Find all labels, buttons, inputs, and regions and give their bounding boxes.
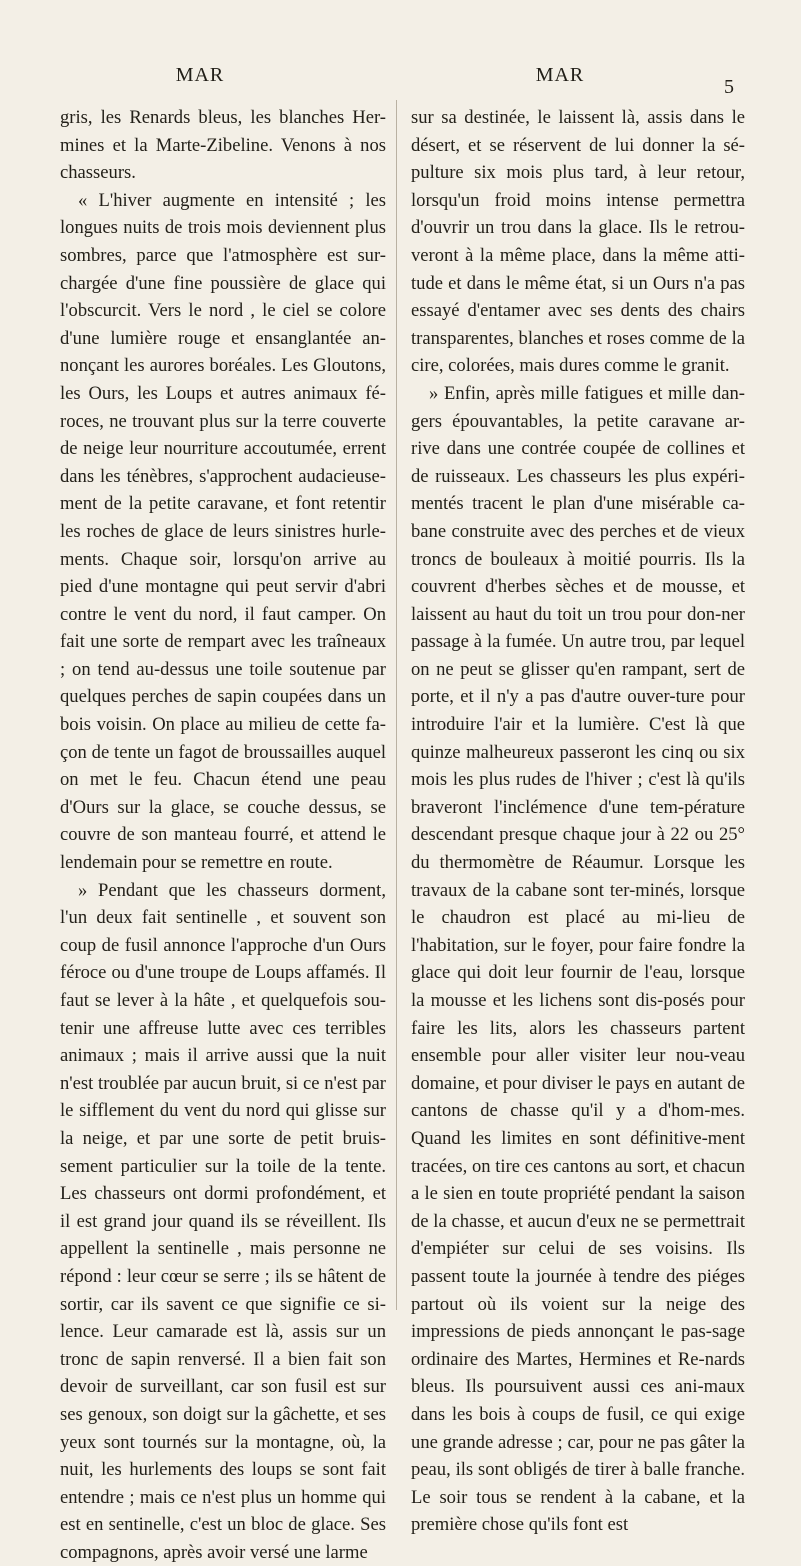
paragraph: » Pendant que les chasseurs dorment, l'un deux fait sentinelle , et souvent son coup de fusil annonce l'approche d'un Ours féroce ou d'une troupe de Loups affamés. Il faut se lever à la hâte , et quelquefois sou-tenir une affreuse lutte avec ces terribles animaux ; mais il arrive aussi que la nuit n'est troublée par aucun bruit, si ce n'est par le sifflement du vent du nord qui glisse sur la neige, et par une sorte de petit bruis-sement particulier sur la toile de la tente. Les chasseurs ont dormi profondément, et il est grand jour quand ils se réveillent. Ils appellent la sentinelle , mais personne ne répond : leur cœur se serre ; ils se hâtent de sortir, car ils savent ce que signifie ce si-lence. Leur camarade est là, assis sur un tronc de sapin renversé. Il a bien fait son devoir de surveillant, car son fusil est sur ses genoux, son doigt sur la gâchette, et ses yeux sont tournés sur la montagne, où, la nuit, les hurlements des loups se sont fait entendre ; mais ce n'est plus un homme qui est en sentinelle, c'est un bloc de glace. Ses compagnons, après avoir versé une larme [60, 879, 386, 1563]
left-column [60, 104, 386, 1566]
right-column [411, 104, 745, 1539]
column-divider [396, 100, 397, 1310]
right-running-head: MAR [535, 64, 585, 86]
page-number: 5 [724, 76, 734, 98]
paragraph: sur sa destinée, le laissent là, assis dans le désert, et se réservent de lui donner la sé-pulture six mois plus tard, à leur retour, lorsqu'un froid moins intense permettra d'ouvrir un trou dans la glace. Ils le retrou-veront à la même place, dans la même atti-tude et dans le même état, si un Ours n'a pas essayé d'entamer avec ses dents des chairs transparentes, blanches et roses comme de la cire, colorées, mais dures comme le granit. [411, 107, 745, 377]
left-running-head: MAR [175, 64, 225, 86]
paragraph: » Enfin, après mille fatigues et mille dan-gers épouvantables, la petite caravane ar-rive dans une contrée coupée de collines et de ruisseaux. Les chasseurs les plus expéri-mentés tracent le plan d'une misérable ca-bane construite avec des perches et de vieux troncs de bouleaux à moitié pourris. Ils la couvrent d'herbes sèches et de mousse, et laissent au haut du toit un trou pour don-ner passage à la fumée. Un autre trou, par lequel on ne peut se glisser qu'en rampant, sert de porte, et il n'y a pas d'autre ouver-ture pour introduire l'air et la lumière. C'est là que quinze malheureux passeront les cinq ou six mois les plus rudes de l'hiver ; c'est là qu'ils braveront l'inclémence d'une tem-pérature descendant presque chaque jour à 22 ou 25° du thermomètre de Réaumur. Lorsque les travaux de la cabane sont ter-minés, lorsque le chaudron est placé au mi-lieu de l'habitation, sur le foyer, pour faire fondre la glace qui doit leur fournir de l'eau, lorsque la mousse et les lichens sont dis-posés pour faire les lits, alors les chasseurs partent ensemble pour aller visiter leur nou-veau domaine, et pour diviser le pays en autant de cantons de chasse qu'il y a d'hom-mes. Quand les limites en sont définitive-ment tracées, on tire ces cantons au sort, et chacun a le sien en toute propriété pendant la saison de la chasse, et aucun d'eux ne se permettrait d'empiéter sur celui de ses voisins. Ils passent toute la journée à tendre des piéges partout où ils voient sur la neige des impressions de pieds annonçant le pas-sage ordinaire des Martes, Hermines et Re-nards bleus. Ils poursuivent aussi ces ani-maux dans les bois à coups de fusil, ce qui exige une grande adresse ; car, pour ne pas gâter la peau, ils sont obligés de tirer à balle franche. Le soir tous se rendent à la cabane, et la première chose qu'ils font est [411, 382, 745, 1536]
paragraph: gris, les Renards bleus, les blanches Her-mines et la Marte-Zibeline. Venons à nos chasseurs. [60, 107, 386, 184]
paragraph: « L'hiver augmente en intensité ; les longues nuits de trois mois deviennent plus sombres, parce que l'atmosphère est sur-chargée d'une fine poussière de glace qui l'obscurcit. Vers le nord , le ciel se colore d'une lumière rouge et ensanglantée an-nonçant les aurores boréales. Les Gloutons, les Ours, les Loups et autres animaux fé-roces, ne trouvant plus sur la terre couverte de neige leur nourriture accoutumée, errent dans les ténèbres, s'approchent audacieuse-ment de la petite caravane, et font retentir les roches de glace de leurs sinistres hurle-ments. Chaque soir, lorsqu'on arrive au pied d'une montagne qui peut servir d'abri contre le vent du nord, il faut camper. On fait une sorte de rempart avec les traîneaux ; on tend au-dessus une toile soutenue par quelques perches de sapin coupées dans un bois voisin. On place au milieu de cette fa-çon de tente un fagot de broussailles auquel on met le feu. Chacun étend une peau d'Ours sur la glace, se couche dessus, se couvre de son manteau fourré, et attend le lendemain pour se remettre en route. [60, 189, 386, 874]
